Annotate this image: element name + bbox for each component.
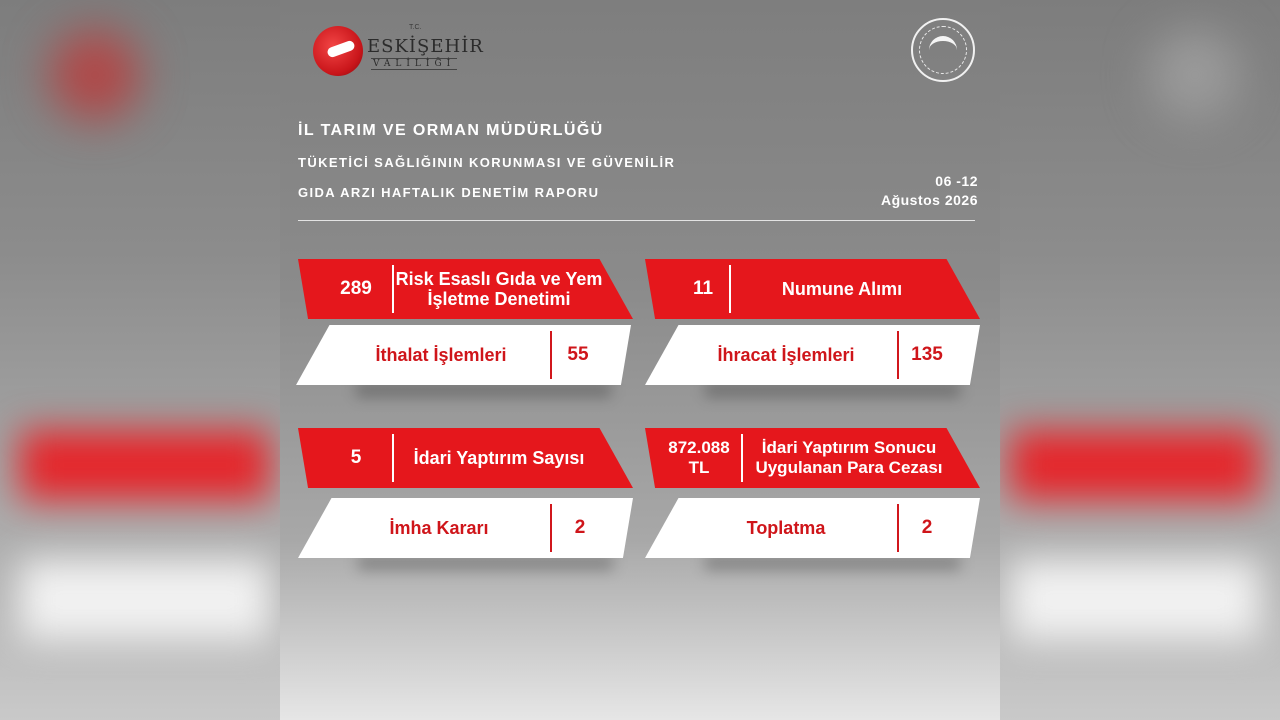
report-title-line1: İL TARIM VE ORMAN MÜDÜRLÜĞÜ [298,122,604,139]
fines-value-currency: TL [688,458,710,477]
blurred-background-right [1000,0,1280,720]
risk-inspection-label-line2: İşletme Denetimi [427,289,571,309]
fines-label [743,428,955,488]
fines-value [659,428,739,488]
recall-value: 2 [921,517,933,538]
sanctions-label: İdari Yaptırım Sayısı [413,448,585,468]
risk-inspection-label [394,259,604,319]
report-poster [280,0,1000,720]
stat-card-recall [645,498,980,558]
report-date [881,172,978,210]
exports-value: 135 [911,344,943,365]
report-date-month: Ağustos 2026 [880,192,978,208]
destruction-value: 2 [574,517,586,538]
sanctions-value: 5 [350,447,362,468]
report-date-range: 06 -12 [935,173,978,189]
exports-label: İhracat İşlemleri [717,345,855,365]
recall-label: Toplatma [746,518,826,538]
report-title-line2: TÜKETİCİ SAĞLIĞININ KORUNMASI VE GÜVENİLİR [298,155,676,170]
stat-card-sanctions [298,428,633,488]
stat-card-destruction [298,498,633,558]
sampling-label: Numune Alımı [781,279,903,299]
stat-card-fines [645,428,980,488]
imports-value: 55 [567,344,589,365]
blurred-background-left [0,0,280,720]
fines-value-amount: 872.088 [668,438,730,457]
stat-card-risk-inspection [298,259,633,319]
eskisehir-valiligi-logo [313,24,484,76]
logo-sub-text: VALİLİĞİ [373,59,456,69]
report-title-line3: GIDA ARZI HAFTALIK DENETİM RAPORU [298,185,600,200]
fines-label-line2: Uygulanan Para Cezası [755,458,943,477]
logo-emblem-icon [313,26,363,76]
stat-card-sampling [645,259,980,319]
header-divider [298,220,975,221]
risk-inspection-value: 289 [340,278,372,299]
ministry-seal-icon [911,18,975,82]
logo-tc-text: T.C. [409,24,422,31]
stat-card-imports [296,325,631,385]
risk-inspection-label-line1: Risk Esaslı Gıda ve Yem [395,269,603,289]
sampling-value: 11 [692,278,714,299]
fines-label-line1: İdari Yaptırım Sonucu [761,438,937,457]
stat-card-exports [645,325,980,385]
imports-label: İthalat İşlemleri [375,345,507,365]
logo-name-text: ESKİŞEHİR [367,36,484,57]
destruction-label: İmha Kararı [389,518,489,538]
